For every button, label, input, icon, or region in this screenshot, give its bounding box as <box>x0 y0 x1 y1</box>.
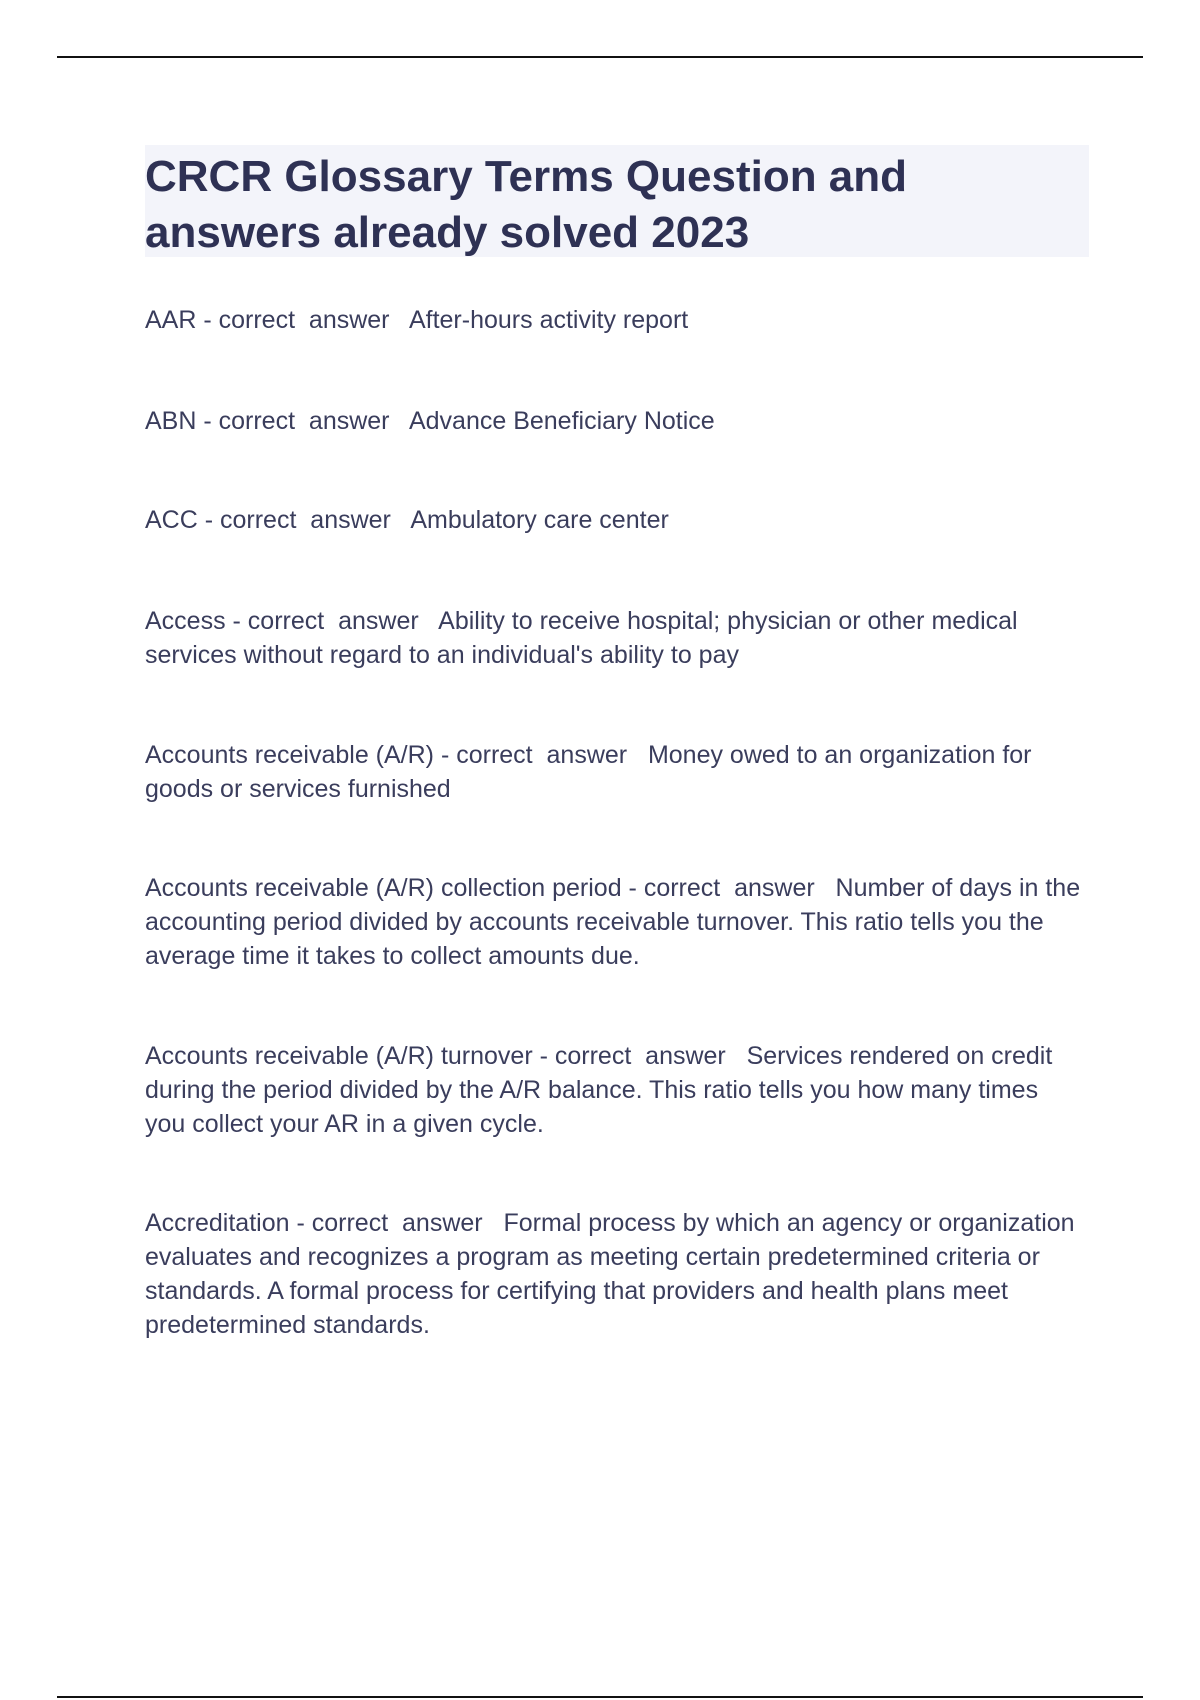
document-title: CRCR Glossary Terms Question and answers already solved 2023 <box>145 152 908 257</box>
title-block <box>145 145 1089 257</box>
glossary-entry-acc: ACC - correct answer Ambulatory care center <box>145 506 669 534</box>
bottom-rule <box>57 1696 1143 1698</box>
glossary-entry-accreditation: Accreditation - correct answer Formal process by which an agency or organization evaluates and recognizes a program as meeting certain predetermined criteria or standards. A formal process for certifying that providers and health plans meet predetermined standards. <box>145 1209 1082 1339</box>
glossary-entry-aar: AAR - correct answer After-hours activity report <box>145 306 689 334</box>
glossary-entry-ar-collection-period: Accounts receivable (A/R) collection period - correct answer Number of days in the accounting period divided by accounts receivable turnover. This ratio tells you the average time it takes to collect amounts due. <box>145 874 1088 970</box>
glossary-entry-access: Access - correct answer Ability to receive hospital; physician or other medical services without regard to an individual's ability to pay <box>145 607 1025 669</box>
glossary-entry-accounts-receivable: Accounts receivable (A/R) - correct answer Money owed to an organization for goods or services furnished <box>145 741 1039 803</box>
glossary-entry-abn: ABN - correct answer Advance Beneficiary Notice <box>145 407 715 435</box>
glossary-entry-ar-turnover: Accounts receivable (A/R) turnover - correct answer Services rendered on credit during the period divided by the A/R balance. This ratio tells you how many times you collect your AR in a given cycle. <box>145 1042 1060 1138</box>
top-rule <box>57 56 1143 58</box>
